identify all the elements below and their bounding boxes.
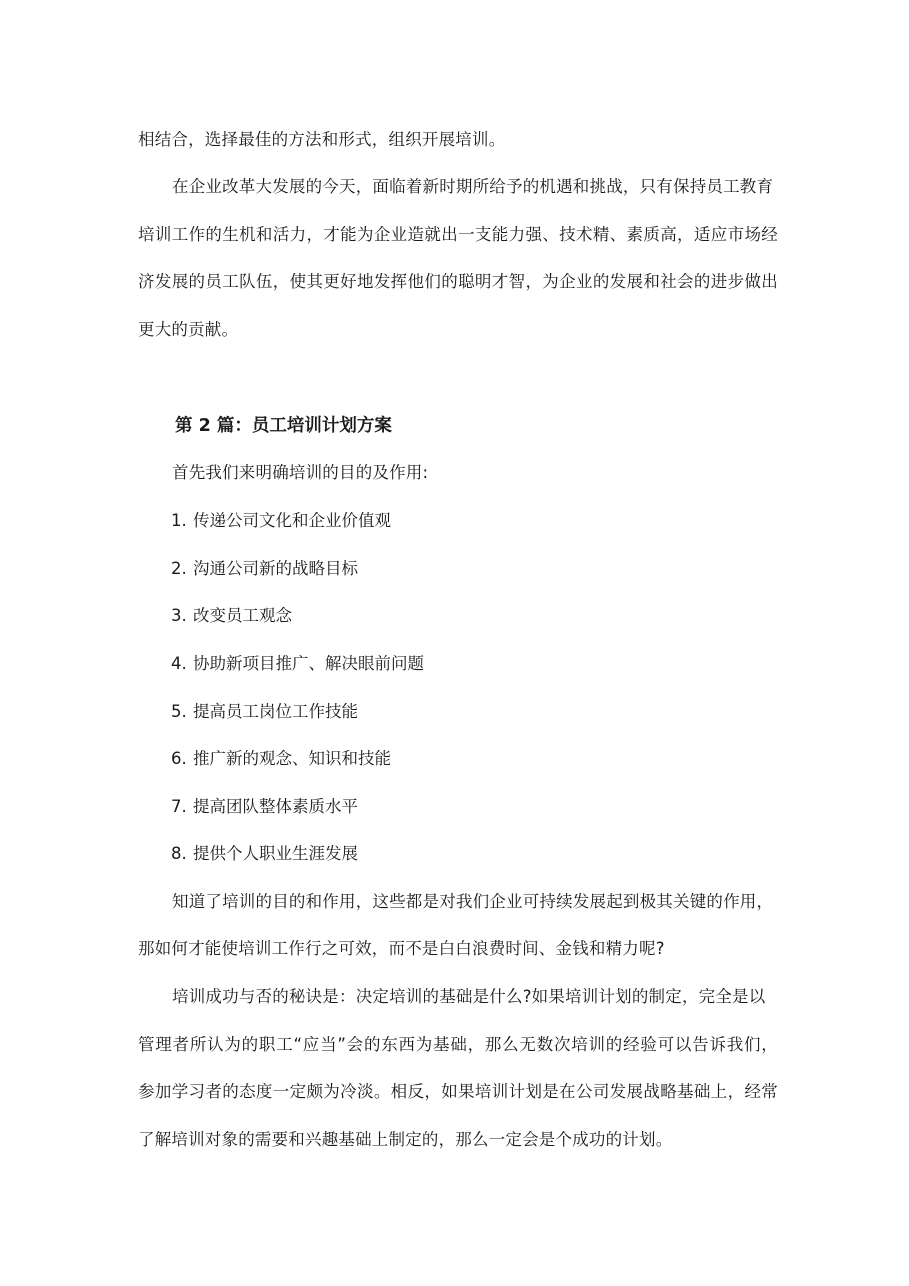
list-item bbox=[171, 843, 358, 865]
paragraph-line: 参加学习者的态度一定颇为冷淡。相反，如果培训计划是在公司发展战略基础上，经常 bbox=[138, 1082, 778, 1101]
paragraph-line: 更大的贡献。 bbox=[138, 320, 239, 339]
paragraph-line: 培训成功与否的秘诀是：决定培训的基础是什么?如果培训计划的制定，完全是以 bbox=[172, 987, 766, 1006]
paragraph-line: 相结合，选择最佳的方法和形式，组织开展培训。 bbox=[138, 130, 506, 149]
list-number: 4. bbox=[171, 654, 187, 673]
list-number: 8. bbox=[171, 844, 187, 863]
list-text: 提供个人职业生涯发展 bbox=[193, 844, 358, 863]
paragraph-line: 济发展的员工队伍，使其更好地发挥他们的聪明才智，为企业的发展和社会的进步做出 bbox=[138, 272, 778, 291]
list-text: 提高团队整体素质水平 bbox=[193, 797, 358, 816]
list-number: 7. bbox=[171, 797, 187, 816]
list-number: 6. bbox=[171, 749, 187, 768]
list-text: 提高员工岗位工作技能 bbox=[193, 702, 358, 721]
list-text: 协助新项目推广、解决眼前问题 bbox=[193, 654, 424, 673]
list-item bbox=[171, 558, 358, 580]
list-item bbox=[171, 653, 424, 675]
list-item bbox=[171, 510, 391, 532]
paragraph-line: 那如何才能使培训工作行之可效，而不是白白浪费时间、金钱和精力呢? bbox=[138, 939, 665, 958]
list-number: 3. bbox=[171, 606, 187, 625]
paragraph-line: 培训工作的生机和活力，才能为企业造就出一支能力强、技术精、素质高，适应市场经 bbox=[138, 225, 778, 244]
list-item bbox=[171, 701, 358, 723]
section-intro: 首先我们来明确培训的目的及作用: bbox=[172, 463, 429, 482]
list-number: 2. bbox=[171, 559, 187, 578]
list-text: 传递公司文化和企业价值观 bbox=[193, 511, 391, 530]
list-text: 推广新的观念、知识和技能 bbox=[193, 749, 391, 768]
section-heading: 第 2 篇：员工培训计划方案 bbox=[175, 416, 392, 436]
paragraph-line: 了解培训对象的需要和兴趣基础上制定的，那么一定会是个成功的计划。 bbox=[138, 1130, 673, 1149]
paragraph-line: 在企业改革大发展的今天，面临着新时期所给予的机遇和挑战，只有保持员工教育 bbox=[172, 177, 774, 196]
list-item bbox=[171, 748, 391, 770]
list-text: 沟通公司新的战略目标 bbox=[193, 559, 358, 578]
paragraph-line: 知道了培训的目的和作用，这些都是对我们企业可持续发展起到极其关键的作用， bbox=[172, 892, 774, 911]
paragraph-line: 管理者所认为的职工“应当”会的东西为基础，那么无数次培训的经验可以告诉我们， bbox=[138, 1035, 778, 1054]
list-item bbox=[171, 796, 358, 818]
list-number: 1. bbox=[171, 511, 187, 530]
list-text: 改变员工观念 bbox=[193, 606, 292, 625]
list-item bbox=[171, 605, 292, 627]
list-number: 5. bbox=[171, 702, 187, 721]
